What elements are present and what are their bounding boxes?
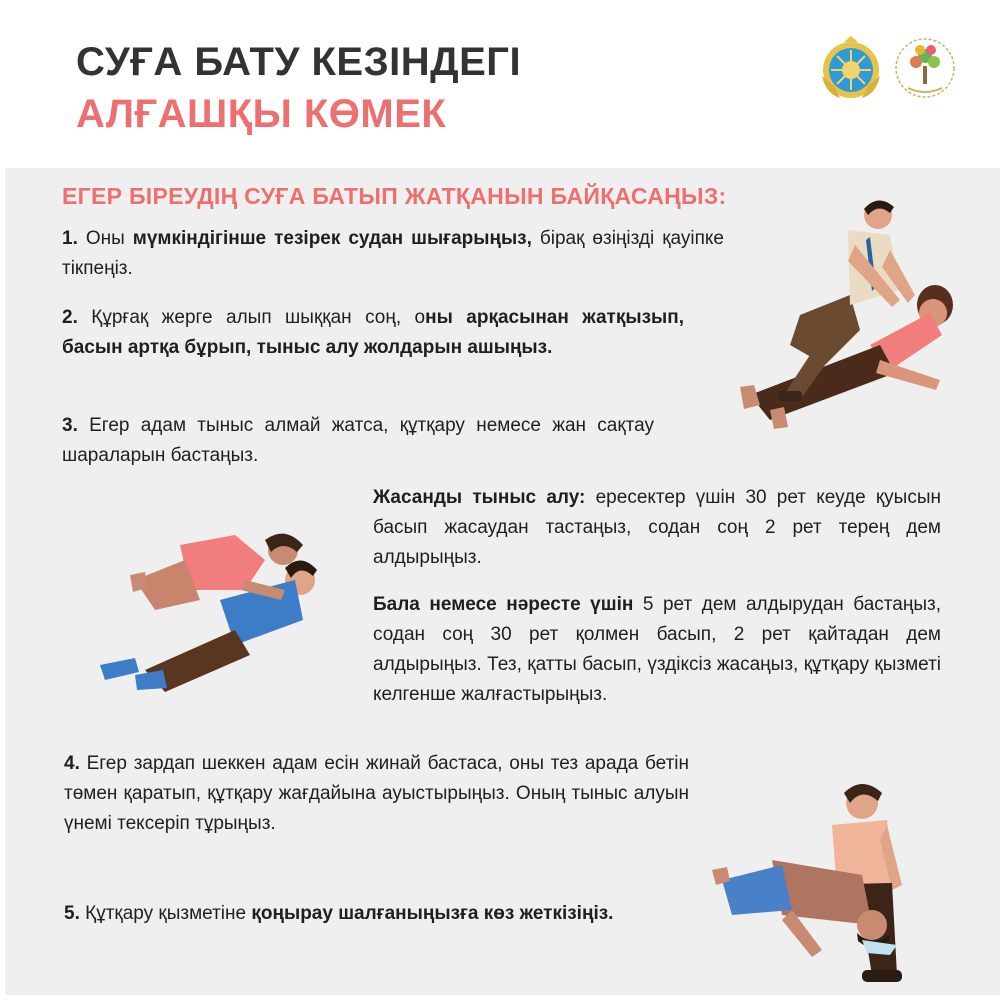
step-5 — [64, 899, 724, 929]
cpr-adult-rest: ересектер үшін 30 рет кеуде қуысын басып жасаудан тастаңыз, содан соң 2 рет терең дем алдырыңыз. — [373, 487, 941, 568]
step-1 — [62, 224, 724, 284]
recovery-position-illustration — [712, 775, 942, 985]
cpr-adult-bold: Жасанды тыныс алу: — [373, 487, 586, 508]
section-subheading: ЕГЕР БІРЕУДІҢ СУҒА БАТЫП ЖАТҚАНЫН БАЙҚАСАҢЫЗ: — [62, 183, 727, 209]
step-2 — [62, 303, 684, 363]
cpr-adult-text — [373, 483, 941, 573]
cpr-child-bold: Бала немесе нәресте үшін — [373, 594, 634, 615]
step-5-bold: қоңырау шалғаныңызға көз жеткізіңіз. — [251, 903, 614, 924]
step-2-text-a: Құрғақ жерге алып шыққан соң, о — [77, 307, 426, 328]
step-1-number: 1. — [62, 228, 78, 249]
emblem-icon — [820, 36, 882, 102]
cpr-child-text — [373, 590, 941, 710]
step-5-number: 5. — [64, 903, 80, 924]
step-2-bold: ны арқасынан жатқызып, басын артқа бұрып, тыныс алу жолдарын ашыңыз. — [62, 307, 685, 358]
step-3 — [62, 411, 654, 471]
step-1-text-c: бірақ өзіңізді қауіпке тікпеңіз. — [62, 228, 724, 279]
step-2-number: 2. — [62, 307, 78, 328]
title-line-1: СУҒА БАТУ КЕЗІНДЕГІ — [76, 40, 522, 84]
step-1-text-a: Оны — [77, 228, 133, 249]
step-4-number: 4. — [64, 753, 80, 774]
ministry-logo-icon — [890, 36, 960, 102]
step-3-number: 3. — [62, 415, 78, 436]
step-5-text-a: Құтқару қызметіне — [79, 903, 252, 924]
step-3-text: Егер адам тыныс алмай жатса, құтқару немесе жан сақтау шараларын бастаңыз. — [62, 415, 654, 466]
step-4 — [64, 749, 689, 839]
cpr-child-rest: 5 рет дем алдырудан бастаңыз, содан соң 30 рет қолмен басып, 2 рет қайтадан дем алдырыңыз. Тез, қатты басып, үздіксіз жасаңыз, құтқару қызметі келгенше жалғастырыңыз. — [373, 594, 941, 705]
rescue-breathing-illustration — [125, 520, 325, 705]
title-line-2: АЛҒАШҚЫ КӨМЕК — [76, 92, 447, 136]
step-1-bold: мүмкіндігінше тезірек судан шығарыңыз, — [132, 228, 532, 249]
chest-compression-illustration — [730, 195, 970, 435]
header — [0, 0, 1000, 165]
step-4-text: Егер зардап шеккен адам есін жинай бастаса, оны тез арада бетін төмен қаратып, құтқару жағдайына ауыстырыңыз. Оның тыныс алуын үнемі тексеріп тұрыңыз. — [64, 753, 689, 834]
